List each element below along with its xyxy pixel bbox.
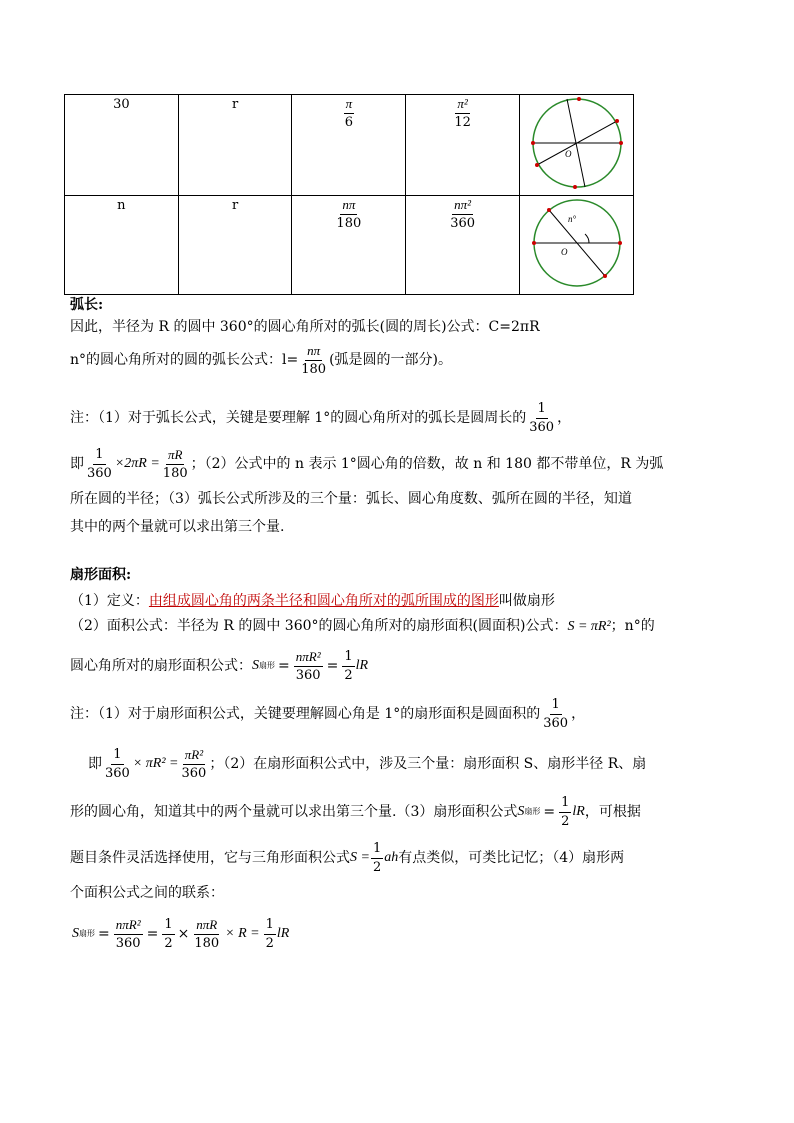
center-label: O (564, 149, 571, 159)
arc-cell (292, 95, 406, 196)
angle-label: n° (567, 214, 576, 224)
arc-heading: 弧长: (70, 297, 104, 313)
sector-note3: 形的圆心角，知道其中的两个量就可以求出第三个量.（3）扇形面积公式 S 扇形 = $\frac{1}{2}$ lR ，可根据 (70, 794, 641, 829)
table-row (65, 95, 634, 196)
sector-area-line2: 圆心角所对的扇形面积公式： S 扇形 = $\frac{\text{nπR²}}{360}$ = $\frac{1}{2}$ lR (70, 648, 369, 683)
circle-diagram-30 (527, 95, 627, 191)
arc-line2: n°的圆心角所对的圆的弧长公式：l= $\frac{n\pi}{180}$ (弧是圆的一部分)。 (70, 342, 452, 377)
sector-note4: 题目条件灵活选择使用，它与三角形面积公式 S = $\frac{1}{2}$ ah 有点类似，可类比记忆；（4）扇形两 (70, 840, 625, 875)
arc-note3: 所在圆的半径；（3）弧长公式所涉及的三个量：弧长、圆心角度数、弧所在圆的半径，知道 (70, 491, 632, 507)
angle-cell: n (65, 196, 179, 295)
arc-note1: 注：（1）对于弧长公式，关键是要理解 1°的圆心角所对的弧长是圆周长的 $\frac{1}{360}$ ， (70, 400, 572, 435)
area-fraction: $\frac{\text{nπ²}}{360}$ (450, 197, 476, 231)
arc-note2: 即 $\frac{1}{360}$ ×2πR = $\frac{\pi R}{180}$ ；（2）公式中的 n 表示 1°圆心角的倍数，故 n 和 180 都不带单位，R 为弧 (70, 446, 664, 481)
arc-fraction: $\frac{n\pi}{180}$ (336, 197, 362, 231)
radius-cell: r (178, 95, 292, 196)
sector-definition: （1）定义：由组成圆心角的两条半径和圆心角所对的弧所围成的图形叫做扇形 (70, 593, 555, 609)
sector-heading: 扇形面积: (70, 567, 132, 583)
sector-note1: 注：（1）对于扇形面积公式，关键要理解圆心角是 1°的扇形面积是圆面积的 $\frac{1}{360}$ ， (70, 696, 586, 731)
area-cell (406, 196, 520, 295)
arc-line1: 因此，半径为 R 的圆中 360°的圆心角所对的弧长(圆的周长)公式：C=2πR (70, 319, 540, 335)
radius-cell: r (178, 196, 292, 295)
sector-final-formula: S 扇形 = $\frac{\text{nπR²}}{360}$ = $\frac{1}{2}$ × $\frac{\text{nπR}}{180}$ × R = $\frac{1}{2}$ lR (72, 916, 290, 951)
arc-cell (292, 196, 406, 295)
sector-note5: 个面积公式之间的联系： (70, 885, 224, 901)
area-cell (406, 95, 520, 196)
circle-figure-cell (520, 95, 634, 196)
area-fraction: $\frac{\text{π²}}{12}$ (454, 96, 471, 130)
center-label: O (560, 247, 567, 257)
arc-note4: 其中的两个量就可以求出第三个量. (70, 519, 285, 535)
table-row (65, 196, 634, 295)
angle-cell: 30 (65, 95, 179, 196)
sector-area-line1: （2）面积公式：半径为 R 的圆中 360°的圆心角所对的扇形面积(圆面积)公式：S = πR²；n°的 (70, 618, 655, 634)
arc-fraction: $\frac{\pi}{6}$ (344, 96, 353, 130)
circle-diagram-n (527, 196, 627, 290)
formula-table (64, 94, 634, 295)
arc-formula-fraction: $\frac{n\pi}{180}$ (301, 342, 327, 377)
sector-note2: 即 $\frac{1}{360}$ × πR² = $\frac{\text{πR²}}{360}$ ；（2）在扇形面积公式中，涉及三个量：扇形面积 S、扇形半径 R、扇 (88, 746, 647, 781)
circle-figure-cell (520, 196, 634, 295)
